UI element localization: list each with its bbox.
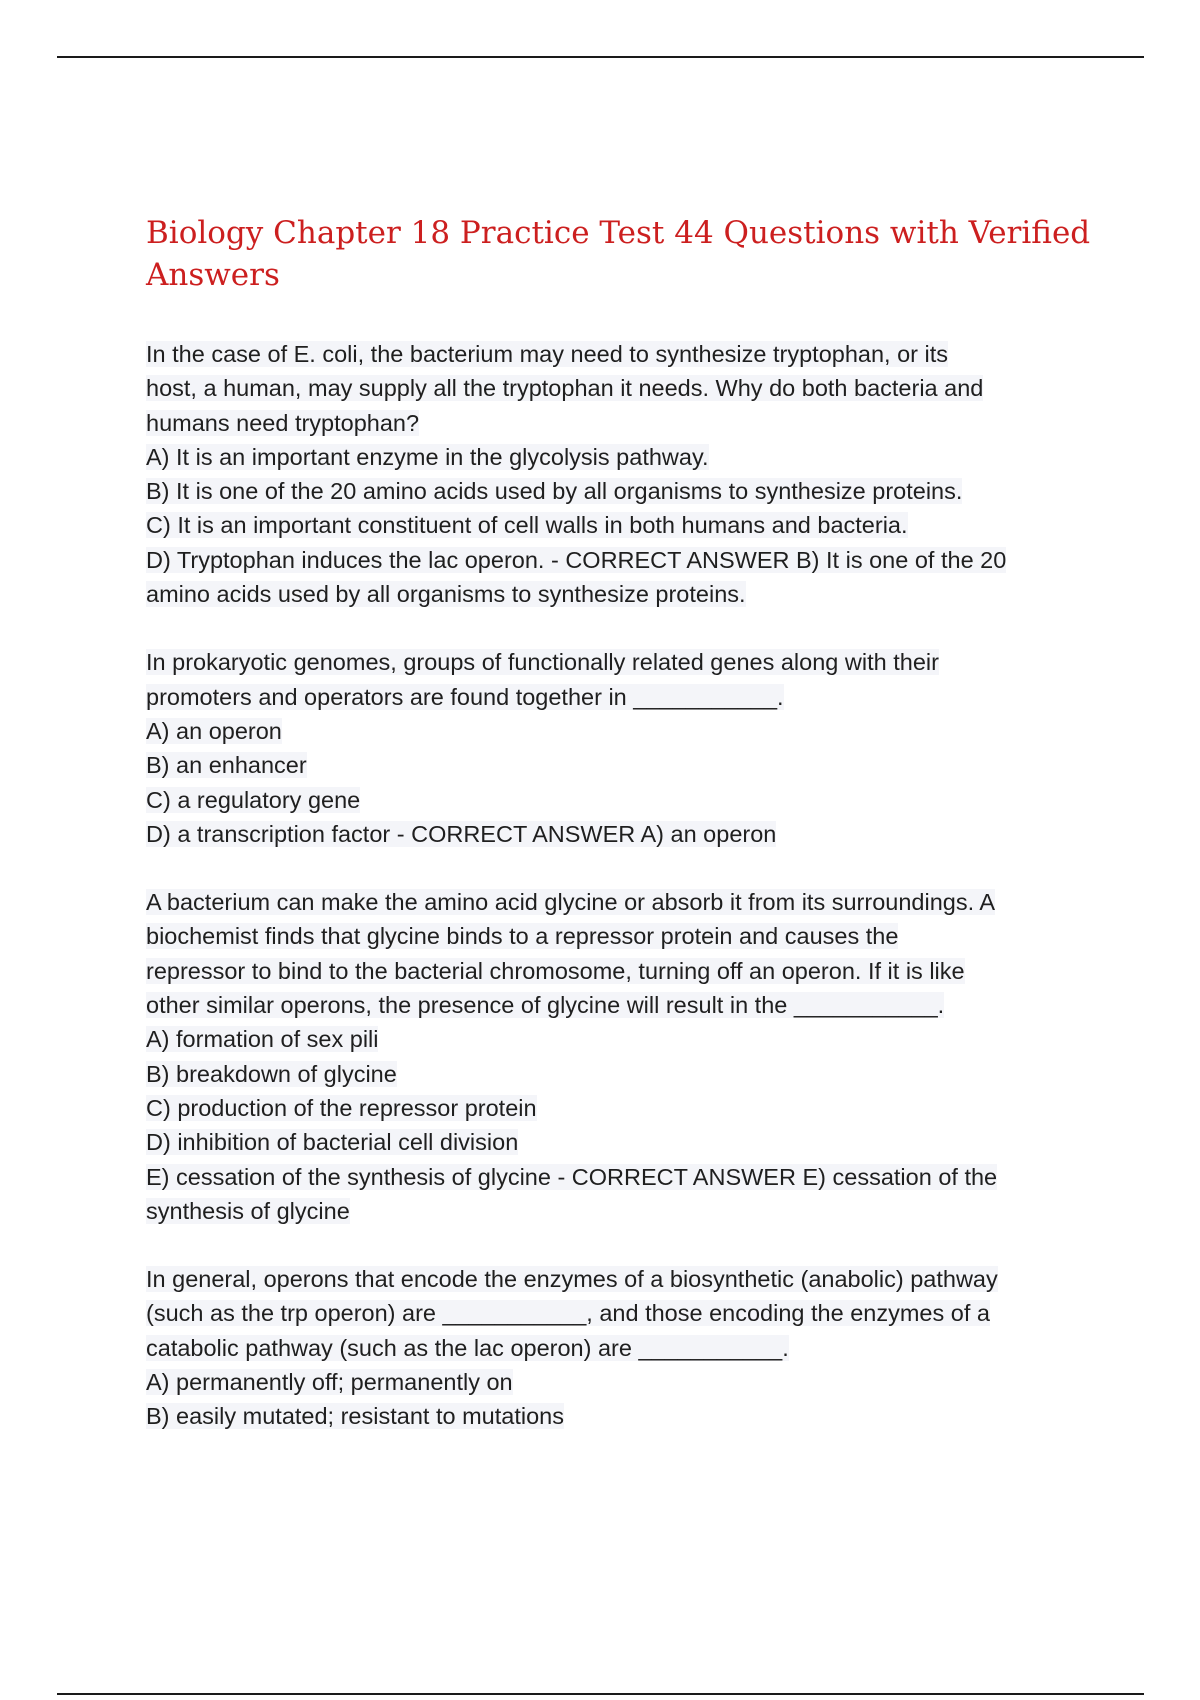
- answer-option: A) formation of sex pili: [146, 1026, 379, 1053]
- answer-option: D) inhibition of bacterial cell division: [146, 1129, 519, 1156]
- answer-option: A) permanently off; permanently on: [146, 1369, 513, 1396]
- question-line: host, a human, may supply all the tryptophan it needs. Why do both bacteria and: [146, 375, 984, 402]
- answer-option: B) breakdown of glycine: [146, 1060, 397, 1087]
- answer-option: B) easily mutated; resistant to mutations: [146, 1403, 564, 1430]
- question-line: biochemist finds that glycine binds to a repressor protein and causes the: [146, 923, 899, 950]
- questions-body: [146, 337, 1106, 1468]
- answer-option: A) It is an important enzyme in the glycolysis pathway.: [146, 443, 709, 470]
- question-block: [146, 337, 1106, 611]
- correct-answer-line: synthesis of glycine: [146, 1197, 350, 1224]
- title-line-1: Biology Chapter 18 Practice Test 44 Questions with Verified: [146, 215, 1091, 251]
- question-line: In the case of E. coli, the bacterium may need to synthesize tryptophan, or its: [146, 341, 949, 367]
- question-line: other similar operons, the presence of glycine will result in the ___________.: [146, 992, 945, 1019]
- question-line: A bacterium can make the amino acid glycine or absorb it from its surroundings. A: [146, 889, 996, 916]
- answer-option: B) It is one of the 20 amino acids used by all organisms to synthesize proteins.: [146, 478, 963, 505]
- question-line: repressor to bind to the bacterial chromosome, turning off an operon. If it is like: [146, 957, 965, 984]
- document-title: [146, 212, 1106, 296]
- title-line-2: Answers: [146, 257, 280, 293]
- question-line: (such as the trp operon) are ___________, and those encoding the enzymes of a: [146, 1300, 990, 1327]
- correct-answer-line: amino acids used by all organisms to synthesize proteins.: [146, 581, 746, 608]
- question-line: humans need tryptophan?: [146, 409, 420, 436]
- footer-rule: [57, 1693, 1144, 1695]
- header-rule: [57, 56, 1144, 58]
- question-block: [146, 1262, 1106, 1433]
- answer-option: C) It is an important constituent of cell walls in both humans and bacteria.: [146, 512, 908, 539]
- answer-option: B) an enhancer: [146, 752, 307, 779]
- question-line: In general, operons that encode the enzymes of a biosynthetic (anabolic) pathway: [146, 1266, 998, 1293]
- question-line: In prokaryotic genomes, groups of functionally related genes along with their: [146, 649, 939, 676]
- question-block: [146, 885, 1106, 1228]
- answer-option: C) production of the repressor protein: [146, 1094, 537, 1121]
- question-block: [146, 645, 1106, 851]
- answer-option: C) a regulatory gene: [146, 786, 361, 813]
- question-line: promoters and operators are found together in ___________.: [146, 683, 784, 710]
- answer-option: A) an operon: [146, 717, 282, 744]
- answer-option: D) Tryptophan induces the lac operon. - CORRECT ANSWER B) It is one of the 20: [146, 546, 1007, 573]
- question-line: catabolic pathway (such as the lac operon) are ___________.: [146, 1334, 789, 1361]
- answer-option: E) cessation of the synthesis of glycine - CORRECT ANSWER E) cessation of the: [146, 1163, 998, 1190]
- answer-option: D) a transcription factor - CORRECT ANSWER A) an operon: [146, 820, 777, 847]
